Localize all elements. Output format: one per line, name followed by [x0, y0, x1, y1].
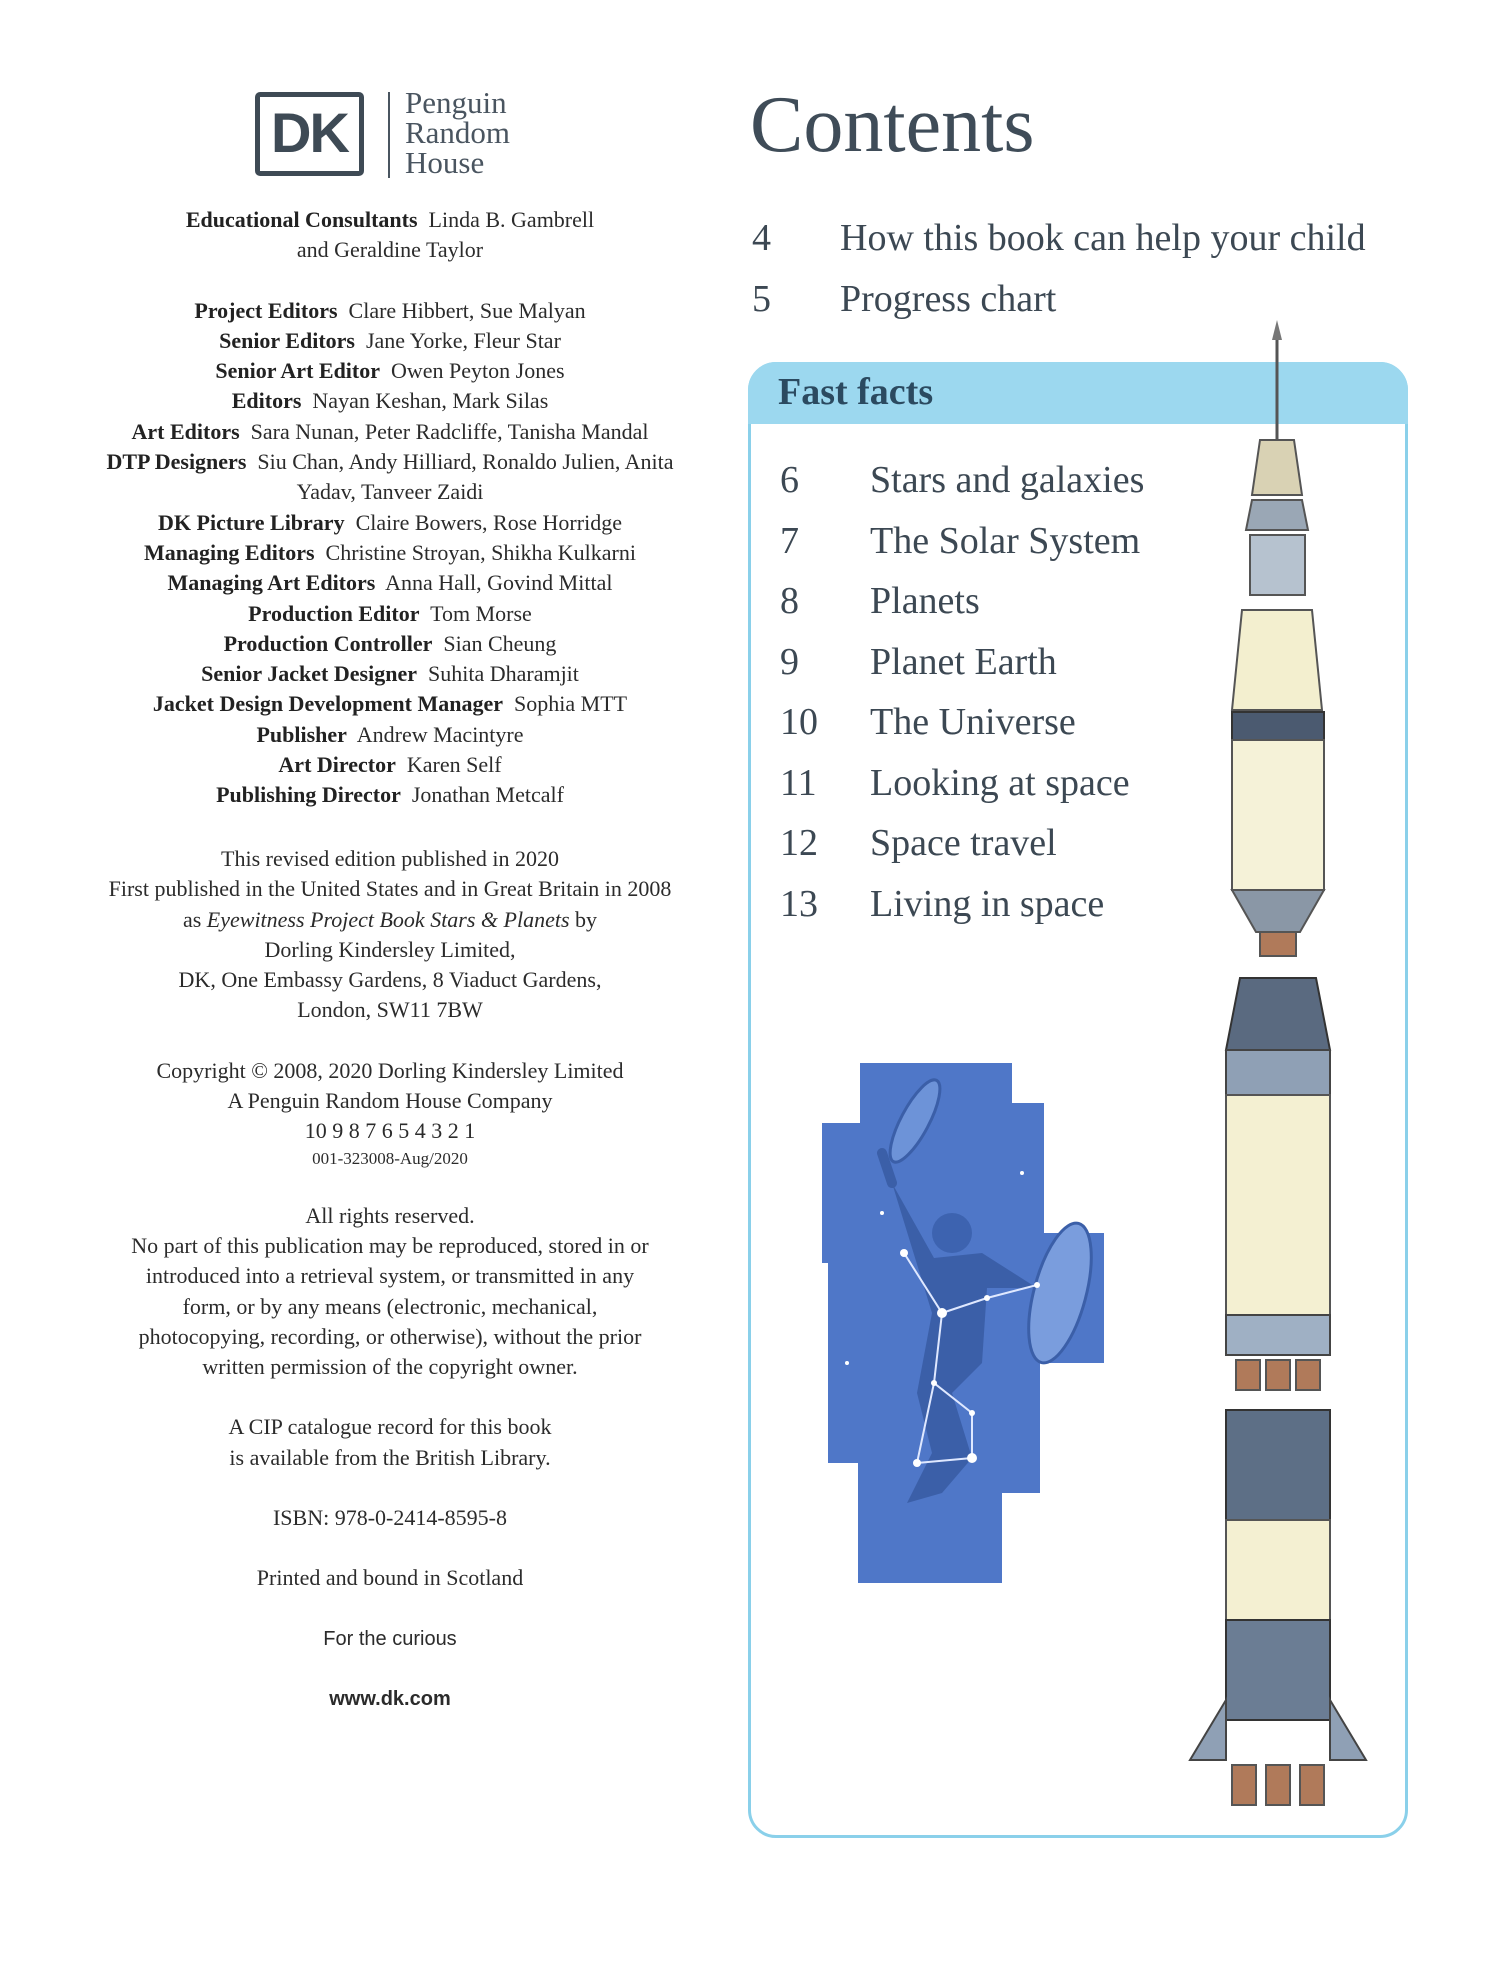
- credit-line: [70, 568, 710, 598]
- credit-names: Linda B. Gambrell: [428, 207, 595, 232]
- credit-line: [70, 599, 710, 629]
- credit-names: Suhita Dharamjit: [427, 661, 579, 687]
- printed-line: Printed and bound in Scotland: [256, 1565, 524, 1591]
- credit-names: Christine Stroyan, Shikha Kulkarni: [325, 539, 636, 565]
- credit-names: Sian Cheung: [443, 630, 557, 656]
- credit-line-cont: and Geraldine Taylor: [296, 237, 484, 263]
- rights-line: written permission of the copyright owner.: [202, 1354, 578, 1380]
- credit-role: Production Controller: [223, 630, 433, 656]
- toc-title: Progress chart: [840, 278, 1057, 320]
- book-title: Eyewitness Project Book Stars & Planets: [206, 906, 570, 932]
- logo-wordmark: [405, 85, 511, 180]
- print-run-line: 10 9 8 7 6 5 4 3 2 1: [304, 1118, 476, 1144]
- imprint-block: [70, 844, 710, 1714]
- logo-word: Random: [405, 115, 511, 150]
- credit-line: [70, 659, 710, 689]
- toc-title: How this book can help your child: [840, 217, 1366, 259]
- logo-word: House: [405, 145, 485, 180]
- tagline: For the curious: [323, 1627, 457, 1650]
- credit-line: [70, 417, 710, 447]
- credit-names: Sophia MTT: [514, 691, 628, 717]
- copyright-line: Copyright © 2008, 2020 Dorling Kindersley Limited: [156, 1057, 624, 1083]
- logo-word: Penguin: [405, 85, 507, 120]
- credit-line: [70, 750, 710, 780]
- toc-page-number: 10: [780, 701, 818, 743]
- credit-role: DK Picture Library: [158, 509, 345, 535]
- credit-names: Anna Hall, Govind Mittal: [385, 570, 613, 596]
- toc-page-number: 9: [780, 641, 799, 683]
- rocket-illustration: [1180, 320, 1390, 1820]
- credit-names: Owen Peyton Jones: [391, 358, 565, 384]
- cip-line: A CIP catalogue record for this book: [228, 1414, 552, 1440]
- publisher-logo: [255, 85, 540, 184]
- credit-role: Art Director: [278, 752, 396, 778]
- credit-names: Nayan Keshan, Mark Silas: [312, 388, 549, 414]
- toc-title: Looking at space: [870, 762, 1130, 804]
- credit-role: Project Editors: [194, 297, 338, 323]
- rights-line: photocopying, recording, or otherwise), without the prior: [138, 1323, 642, 1349]
- credit-line: [70, 356, 710, 386]
- credit-role: Managing Art Editors: [167, 570, 376, 596]
- credit-line: [70, 780, 710, 810]
- page-title: Contents: [750, 81, 1035, 169]
- credit-role: Senior Art Editor: [215, 358, 381, 384]
- edition-line: Dorling Kindersley Limited,: [264, 936, 516, 962]
- credit-role: Art Editors: [131, 418, 240, 444]
- toc-title: Living in space: [870, 883, 1105, 925]
- credit-names: Jonathan Metcalf: [411, 782, 564, 808]
- toc-title: The Solar System: [870, 520, 1141, 562]
- credit-role: Educational Consultants: [185, 207, 418, 232]
- toc-title: Planet Earth: [870, 641, 1057, 683]
- toc-page-number: 13: [780, 883, 818, 925]
- orion-constellation-illustration: [822, 1063, 1104, 1583]
- cip-line: is available from the British Library.: [229, 1444, 551, 1470]
- toc-title: Stars and galaxies: [870, 459, 1145, 501]
- credit-line: [70, 447, 710, 477]
- rights-line: All rights reserved.: [305, 1202, 475, 1228]
- credit-role: Production Editor: [248, 600, 420, 626]
- dk-logo-mark: DK: [255, 92, 364, 176]
- toc-page-number: 7: [780, 520, 799, 562]
- rights-line: No part of this publication may be reproduced, stored in or: [131, 1232, 649, 1258]
- toc-page-number: 12: [780, 822, 818, 864]
- edition-line: London, SW11 7BW: [297, 997, 483, 1023]
- credit-role: Publishing Director: [216, 782, 401, 808]
- credit-line: [70, 538, 710, 568]
- credit-role: DTP Designers: [106, 449, 247, 475]
- credit-names: Tom Morse: [430, 600, 532, 626]
- rights-line: form, or by any means (electronic, mechanical,: [182, 1293, 598, 1319]
- credit-role: Publisher: [256, 721, 347, 747]
- credit-line: [70, 296, 710, 326]
- website-link[interactable]: www.dk.com: [329, 1687, 451, 1710]
- credit-role: Managing Editors: [144, 539, 315, 565]
- credit-role: Jacket Design Development Manager: [152, 691, 504, 717]
- credit-names: Clare Hibbert, Sue Malyan: [348, 297, 586, 323]
- credit-role: Editors: [231, 388, 302, 414]
- credit-line: [70, 629, 710, 659]
- fast-facts-heading: Fast facts: [778, 371, 934, 413]
- logo-divider: [388, 92, 390, 178]
- credit-names: Claire Bowers, Rose Horridge: [355, 509, 622, 535]
- edition-line: This revised edition published in 2020: [221, 846, 559, 871]
- credit-names: Karen Self: [406, 752, 502, 778]
- credits-block: [70, 205, 710, 811]
- credit-names: Siu Chan, Andy Hilliard, Ronaldo Julien, Anita: [257, 449, 674, 475]
- credit-role: Senior Editors: [219, 327, 355, 353]
- toc-title: The Universe: [870, 701, 1076, 743]
- toc-title: Space travel: [870, 822, 1057, 864]
- edition-line: DK, One Embassy Gardens, 8 Viaduct Gardens,: [178, 967, 602, 993]
- credit-line: [70, 326, 710, 356]
- toc-page-number: 5: [752, 278, 771, 320]
- credit-line-cont: Yadav, Tanveer Zaidi: [296, 479, 484, 505]
- isbn: ISBN: 978-0-2414-8595-8: [272, 1505, 508, 1531]
- credit-names: Sara Nunan, Peter Radcliffe, Tanisha Mandal: [250, 418, 649, 444]
- toc-page-number: 6: [780, 459, 799, 501]
- credit-names: Andrew Macintyre: [356, 721, 524, 747]
- credit-role: Senior Jacket Designer: [201, 661, 417, 687]
- credit-line: [70, 386, 710, 416]
- credit-names: Jane Yorke, Fleur Star: [365, 327, 561, 353]
- toc-page-number: 4: [752, 217, 771, 259]
- edition-line: as Eyewitness Project Book Stars & Planets by: [182, 906, 598, 932]
- catalogue-code: 001-323008-Aug/2020: [312, 1148, 468, 1168]
- toc-title: Planets: [870, 580, 980, 622]
- toc-page-number: 11: [780, 762, 817, 804]
- copyright-line: A Penguin Random House Company: [227, 1088, 553, 1114]
- toc-page-number: 8: [780, 580, 799, 622]
- credit-line: [70, 720, 710, 750]
- credit-line: [70, 689, 710, 719]
- edition-line: First published in the United States and in Great Britain in 2008: [108, 876, 672, 902]
- credit-line: [70, 508, 710, 538]
- credit-line: [70, 205, 710, 235]
- rights-line: introduced into a retrieval system, or transmitted in any: [145, 1263, 635, 1289]
